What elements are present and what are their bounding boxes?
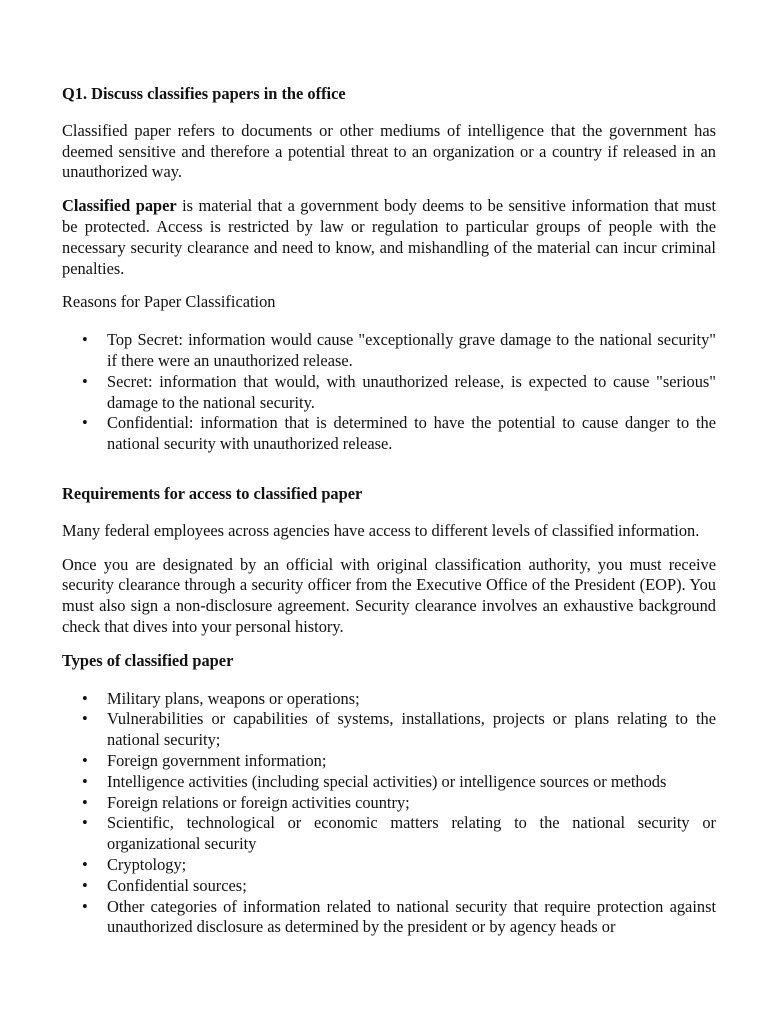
intro-paragraph: Classified paper refers to documents or other mediums of intelligence that the government has deemed sensitive and therefore a potential threat to an organization or a country if released in an unauthorized way. bbox=[62, 120, 716, 182]
list-item bbox=[62, 709, 716, 751]
list-item-text: Top Secret: information would cause "exceptionally grave damage to the national security" if there were an unauthorized release. bbox=[107, 330, 716, 370]
list-item bbox=[62, 813, 716, 855]
bullet-icon: • bbox=[82, 854, 88, 874]
list-item-text: Vulnerabilities or capabilities of systems, installations, projects or plans relating to the national security; bbox=[107, 709, 716, 750]
bullet-icon: • bbox=[82, 709, 88, 729]
bullet-icon: • bbox=[82, 750, 88, 770]
list-item bbox=[62, 751, 716, 772]
access-paragraph-2: Once you are designated by an official with original classification authority, you must receive security clearance through a security officer from the Executive Office of the President (EOP). You must also sign a non-disclosure agreement. Security clearance involves an exhaustive background check that dives into your personal history. bbox=[62, 554, 716, 636]
access-requirements-title: Requirements for access to classified paper bbox=[62, 483, 363, 503]
list-item bbox=[62, 772, 716, 793]
bullet-icon: • bbox=[82, 792, 88, 812]
list-item-text: Foreign government information; bbox=[107, 750, 327, 770]
list-item bbox=[62, 793, 716, 814]
bullet-icon: • bbox=[82, 413, 88, 433]
access-paragraph-1: Many federal employees across agencies have access to different levels of classified information. bbox=[62, 520, 700, 540]
list-item bbox=[62, 855, 716, 876]
definition-text: is material that a government body deems to be sensitive information that must be protected. Access is restricted by law or regulation to particular groups of people with the necessary security clearance and need to know, and mishandling of the material can incur criminal penalties. bbox=[62, 196, 717, 278]
bullet-icon: • bbox=[82, 813, 88, 833]
list-item bbox=[62, 689, 716, 710]
list-item-text: Cryptology; bbox=[107, 854, 187, 874]
list-item bbox=[62, 413, 716, 455]
bullet-icon: • bbox=[82, 371, 88, 391]
types-list bbox=[62, 689, 716, 939]
definition-paragraph bbox=[62, 196, 716, 279]
bullet-icon: • bbox=[82, 771, 88, 791]
bullet-icon: • bbox=[82, 688, 88, 708]
list-item bbox=[62, 372, 716, 414]
bullet-icon: • bbox=[82, 896, 88, 916]
list-item-text: Secret: information that would, with unauthorized release, is expected to cause "serious" damage to the national security. bbox=[107, 371, 716, 412]
list-item-text: Other categories of information related to national security that require protection against unauthorized disclosure as determined by the president or by agency heads or bbox=[107, 896, 716, 937]
list-item-text: Military plans, weapons or operations; bbox=[107, 688, 360, 708]
bullet-icon: • bbox=[82, 875, 88, 895]
types-title: Types of classified paper bbox=[62, 650, 234, 670]
list-item bbox=[62, 876, 716, 897]
bullet-icon: • bbox=[82, 330, 88, 350]
question-title: Q1. Discuss classifies papers in the office bbox=[62, 84, 346, 103]
list-item-text: Confidential sources; bbox=[107, 875, 247, 895]
list-item-text: Scientific, technological or economic matters relating to the national security or organizational security bbox=[107, 813, 716, 854]
reasons-label: Reasons for Paper Classification bbox=[62, 292, 276, 312]
list-item bbox=[62, 330, 716, 372]
reasons-list bbox=[62, 330, 716, 455]
list-item bbox=[62, 897, 716, 939]
list-item-text: Foreign relations or foreign activities country; bbox=[107, 792, 410, 812]
list-item-text: Confidential: information that is determined to have the potential to cause danger to the national security with unauthorized release. bbox=[107, 413, 716, 454]
list-item-text: Intelligence activities (including special activities) or intelligence sources or methods bbox=[107, 771, 667, 791]
definition-term: Classified paper bbox=[62, 196, 177, 216]
